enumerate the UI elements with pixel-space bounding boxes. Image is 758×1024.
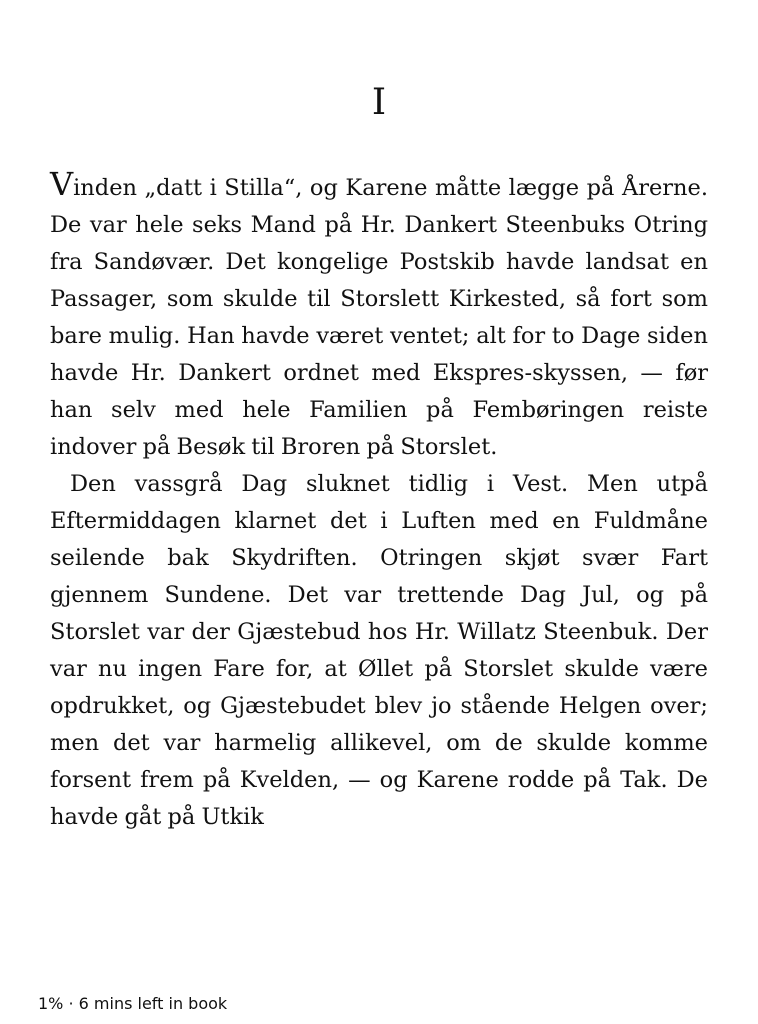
- paragraph: [50, 466, 708, 836]
- paragraph-text: Den vassgrå Dag sluknet tidlig i Vest. Men utpå Eftermiddagen klarnet det i Luften med en Fuldmåne seilende bak Skydriften. Otringen skjøt svær Fart gjennem Sundene. Det var trettende Dag Jul, og på Storslet var der Gjæstebud hos Hr. Willatz Steenbuk. Der var nu ingen Fare for, at Øllet på Storslet skulde være opdrukket, og Gjæstebudet blev jo stående Helgen over; men det var harmelig allikevel, om de skulde komme forsent frem på Kvelden, — og Karene rodde på Tak. De havde gåt på Utkik: [50, 471, 708, 830]
- chapter-heading: I: [371, 82, 387, 123]
- reading-progress-status: 1% · 6 mins left in book: [38, 994, 228, 1013]
- book-text: [50, 166, 708, 836]
- drop-cap: V: [50, 165, 74, 203]
- paragraph-text: inden „datt i Stilla“, og Karene måtte lægge på Årerne. De var hele seks Mand på Hr. Dankert Steenbuks Otring fra Sandøvær. Det kongelige Postskib havde landsat en Passager, som skulde til Storslett Kirkested, så fort som bare mulig. Han havde været ventet; alt for to Dage siden havde Hr. Dankert ordnet med Ekspres-skyssen, — før han selv med hele Familien på Fembøringen reiste indover på Besøk til Broren på Storslet.: [50, 175, 708, 460]
- paragraph: [50, 166, 708, 466]
